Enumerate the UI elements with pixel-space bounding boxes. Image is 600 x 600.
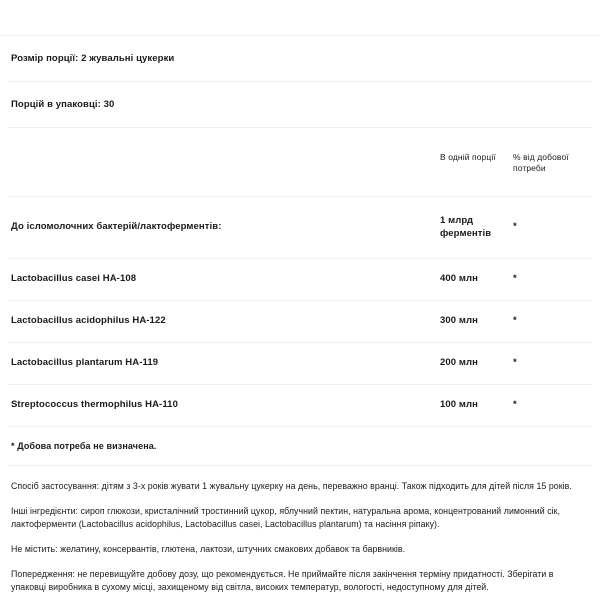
ingredient-daily-value: * — [513, 357, 517, 369]
ingredient-daily-value: * — [513, 315, 517, 327]
ingredient-name: Streptococcus thermophilus HA-110 — [11, 399, 178, 411]
notes-section — [0, 480, 600, 595]
table-row — [0, 301, 600, 342]
ingredient-amount — [440, 215, 513, 241]
table-header-row — [0, 128, 600, 196]
serving-size-row — [0, 36, 600, 81]
ingredient-amount-line-1: 1 млрд — [440, 214, 474, 226]
serving-size-text: Розмір порції: 2 жувальні цукерки — [11, 53, 175, 64]
servings-per-container-row — [0, 82, 600, 127]
table-row — [0, 197, 600, 258]
daily-value-footnote-row — [0, 427, 600, 465]
table-row — [0, 259, 600, 300]
ingredient-amount: 400 млн — [440, 273, 478, 285]
ingredient-daily-value: * — [513, 221, 517, 233]
table-row — [0, 343, 600, 384]
daily-value-footnote-text: * Добова потреба не визначена. — [11, 441, 157, 451]
servings-per-container-text: Порцій в упаковці: 30 — [11, 99, 115, 110]
ingredient-daily-value: * — [513, 399, 517, 411]
top-spacer — [0, 0, 600, 35]
ingredient-amount: 100 млн — [440, 399, 478, 411]
ingredient-amount: 300 млн — [440, 315, 478, 327]
ingredient-name: Lactobacillus plantarum HA-119 — [11, 357, 159, 369]
ingredient-name: Lactobacillus acidophilus HA-122 — [11, 315, 166, 327]
ingredient-amount-line-2: ферментів — [440, 227, 492, 239]
free-from-text: Не містить: желатину, консервантів, глютена, лактози, штучних смакових добавок та барвників. — [11, 543, 406, 554]
table-row — [0, 385, 600, 426]
ingredient-daily-value: * — [513, 273, 517, 285]
directions-text: Спосіб застосування: дітям з 3-х років жувати 1 жувальну цукерку на день, переважно вранці. Також підходить для дітей після 15 років. — [11, 481, 572, 491]
table-header-percent-daily-value: % від добової потреби — [513, 152, 569, 174]
ingredient-amount: 200 млн — [440, 357, 478, 369]
ingredient-name: Lactobacillus casei HA-108 — [11, 273, 137, 285]
warning-text: Попередження: не перевищуйте добову дозу, що рекомендується. Не приймайте після закінчення терміну придатності. Зберігати в упаковці виробника в сухому місці, захищеному від світла, високих температур, вологості, недоступному для дітей. — [11, 568, 554, 593]
other-ingredients-text: Інші інгредієнти: сироп глюкози, кристалічний тростинний цукор, яблучний пектин, натуральна арома, концентрований лимонний сік, лактоферменти (Lactobacillus acidophilus, Lactobacillus casei, Lactobacillus plantarum) та насіння ріпаку). — [11, 505, 561, 530]
ingredient-name: До ісломолочних бактерій/лактоферментів: — [11, 221, 222, 233]
table-header-amount-per-serving: В одній порції — [440, 152, 496, 162]
divider-after-footnote — [8, 465, 592, 466]
